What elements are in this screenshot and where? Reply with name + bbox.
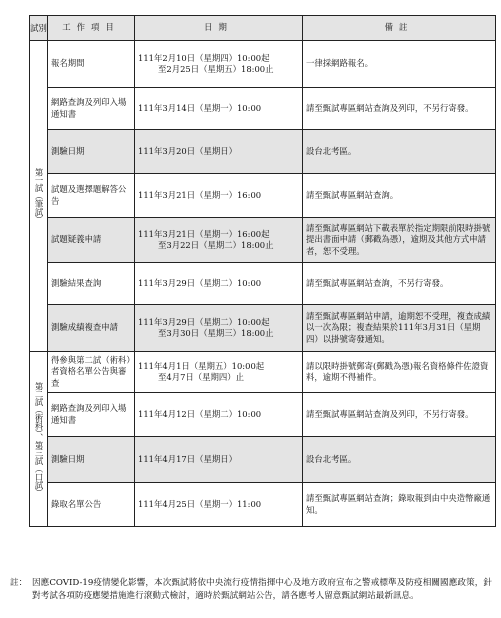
date-line: 111年3月20日（星期日） [138, 145, 237, 156]
footnote [10, 577, 492, 603]
row-note: 請以限時掛號郵寄(郵戳為憑)報名資格條件佐證資料，逾期不得補件。 [303, 352, 496, 393]
table-row [30, 218, 496, 263]
row-note: 請至甄試專區網站下載表單於指定期限前限時掛號提出書面申請（郵戳為憑），逾期及其他方式申請者，恕不受理。 [303, 218, 496, 263]
row-date [135, 218, 303, 263]
table-row [30, 393, 496, 437]
row-note: 一律採網路報名。 [303, 41, 496, 88]
table-row [30, 483, 496, 527]
row-item: 試題及選擇題解答公告 [48, 174, 135, 218]
row-date [135, 393, 303, 437]
header-item: 工作項目 [48, 16, 135, 41]
exam-group-label: 第一試（筆試） [30, 41, 48, 352]
schedule-table [29, 15, 496, 527]
date-line: 111年4月12日（星期二）10:00 [138, 408, 262, 419]
date-line: 111年3月14日（星期一）10:00 [138, 102, 262, 113]
date-line: 111年2月10日（星期四）10:00起 [138, 52, 270, 63]
table-row [30, 41, 496, 88]
date-line: 至2月25日（星期五）18:00止 [158, 64, 274, 74]
header-note: 備註 [303, 16, 496, 41]
table-row [30, 352, 496, 393]
row-item: 測驗日期 [48, 130, 135, 174]
table-row [30, 88, 496, 130]
row-note: 請至甄試專區網站查詢。 [303, 174, 496, 218]
table-row [30, 174, 496, 218]
row-item: 網路查詢及列印入場通知書 [48, 393, 135, 437]
date-line: 111年4月1日（星期五）10:00起 [138, 360, 265, 371]
date-line: 至3月30日（星期三）18:00止 [158, 328, 274, 338]
row-item: 網路查詢及列印入場通知書 [48, 88, 135, 130]
date-line: 至4月7日（星期四）止 [158, 372, 245, 382]
row-item: 測驗成績複查申請 [48, 305, 135, 352]
date-line: 111年3月29日（星期二）10:00 [138, 277, 262, 288]
row-item: 報名期間 [48, 41, 135, 88]
row-date [135, 130, 303, 174]
row-item: 得參與第二試（術科）者資格名單公告與審查 [48, 352, 135, 393]
row-date [135, 41, 303, 88]
row-date [135, 305, 303, 352]
header-exam: 試別 [30, 16, 48, 41]
row-date [135, 352, 303, 393]
table-row [30, 305, 496, 352]
date-line: 至3月22日（星期二）18:00止 [158, 240, 274, 250]
table-row [30, 130, 496, 174]
row-date [135, 437, 303, 483]
footnote-label: 註： [10, 578, 28, 588]
row-item: 測驗日期 [48, 437, 135, 483]
row-note: 請至甄試專區網站查詢及列印，不另行寄發。 [303, 88, 496, 130]
header-date: 日期 [135, 16, 303, 41]
row-item: 試題疑義申請 [48, 218, 135, 263]
row-date [135, 483, 303, 527]
row-note: 請至甄試專區網站申請，逾期恕不受理，複查成績以一次為限；複查結果於111年3月31日（星期四）以掛號寄發通知。 [303, 305, 496, 352]
row-note: 請至甄試專區網站查詢；錄取報到由中央造幣廠通知。 [303, 483, 496, 527]
date-line: 111年3月21日（星期一）16:00起 [138, 228, 270, 239]
row-note: 請至甄試專區網站查詢及列印，不另行寄發。 [303, 393, 496, 437]
row-item: 錄取名單公告 [48, 483, 135, 527]
date-line: 111年3月29日（星期二）10:00起 [138, 316, 270, 327]
row-date [135, 263, 303, 305]
row-date [135, 174, 303, 218]
row-note: 設台北考區。 [303, 437, 496, 483]
exam-group-label: 第二試（術科）、第三試（口試） [30, 352, 48, 527]
row-item: 測驗結果查詢 [48, 263, 135, 305]
date-line: 111年4月25日（星期一）11:00 [138, 498, 262, 509]
row-note: 設台北考區。 [303, 130, 496, 174]
footnote-text: 因應COVID-19疫情變化影響，本次甄試將依中央流行疫情指揮中心及地方政府宣布之警戒標準及防疫相關國應政策，針對考試各項防疫應變措施進行滾動式檢討，適時於甄試網站公告，請各應考人留意甄試網站最新訊息。 [32, 578, 492, 601]
row-date [135, 88, 303, 130]
table-header-row [30, 16, 496, 41]
date-line: 111年4月17日（星期日） [138, 453, 237, 464]
table-row [30, 263, 496, 305]
date-line: 111年3月21日（星期一）16:00 [138, 189, 262, 200]
row-note: 請至甄試專區網站查詢，不另行寄發。 [303, 263, 496, 305]
table-row [30, 437, 496, 483]
